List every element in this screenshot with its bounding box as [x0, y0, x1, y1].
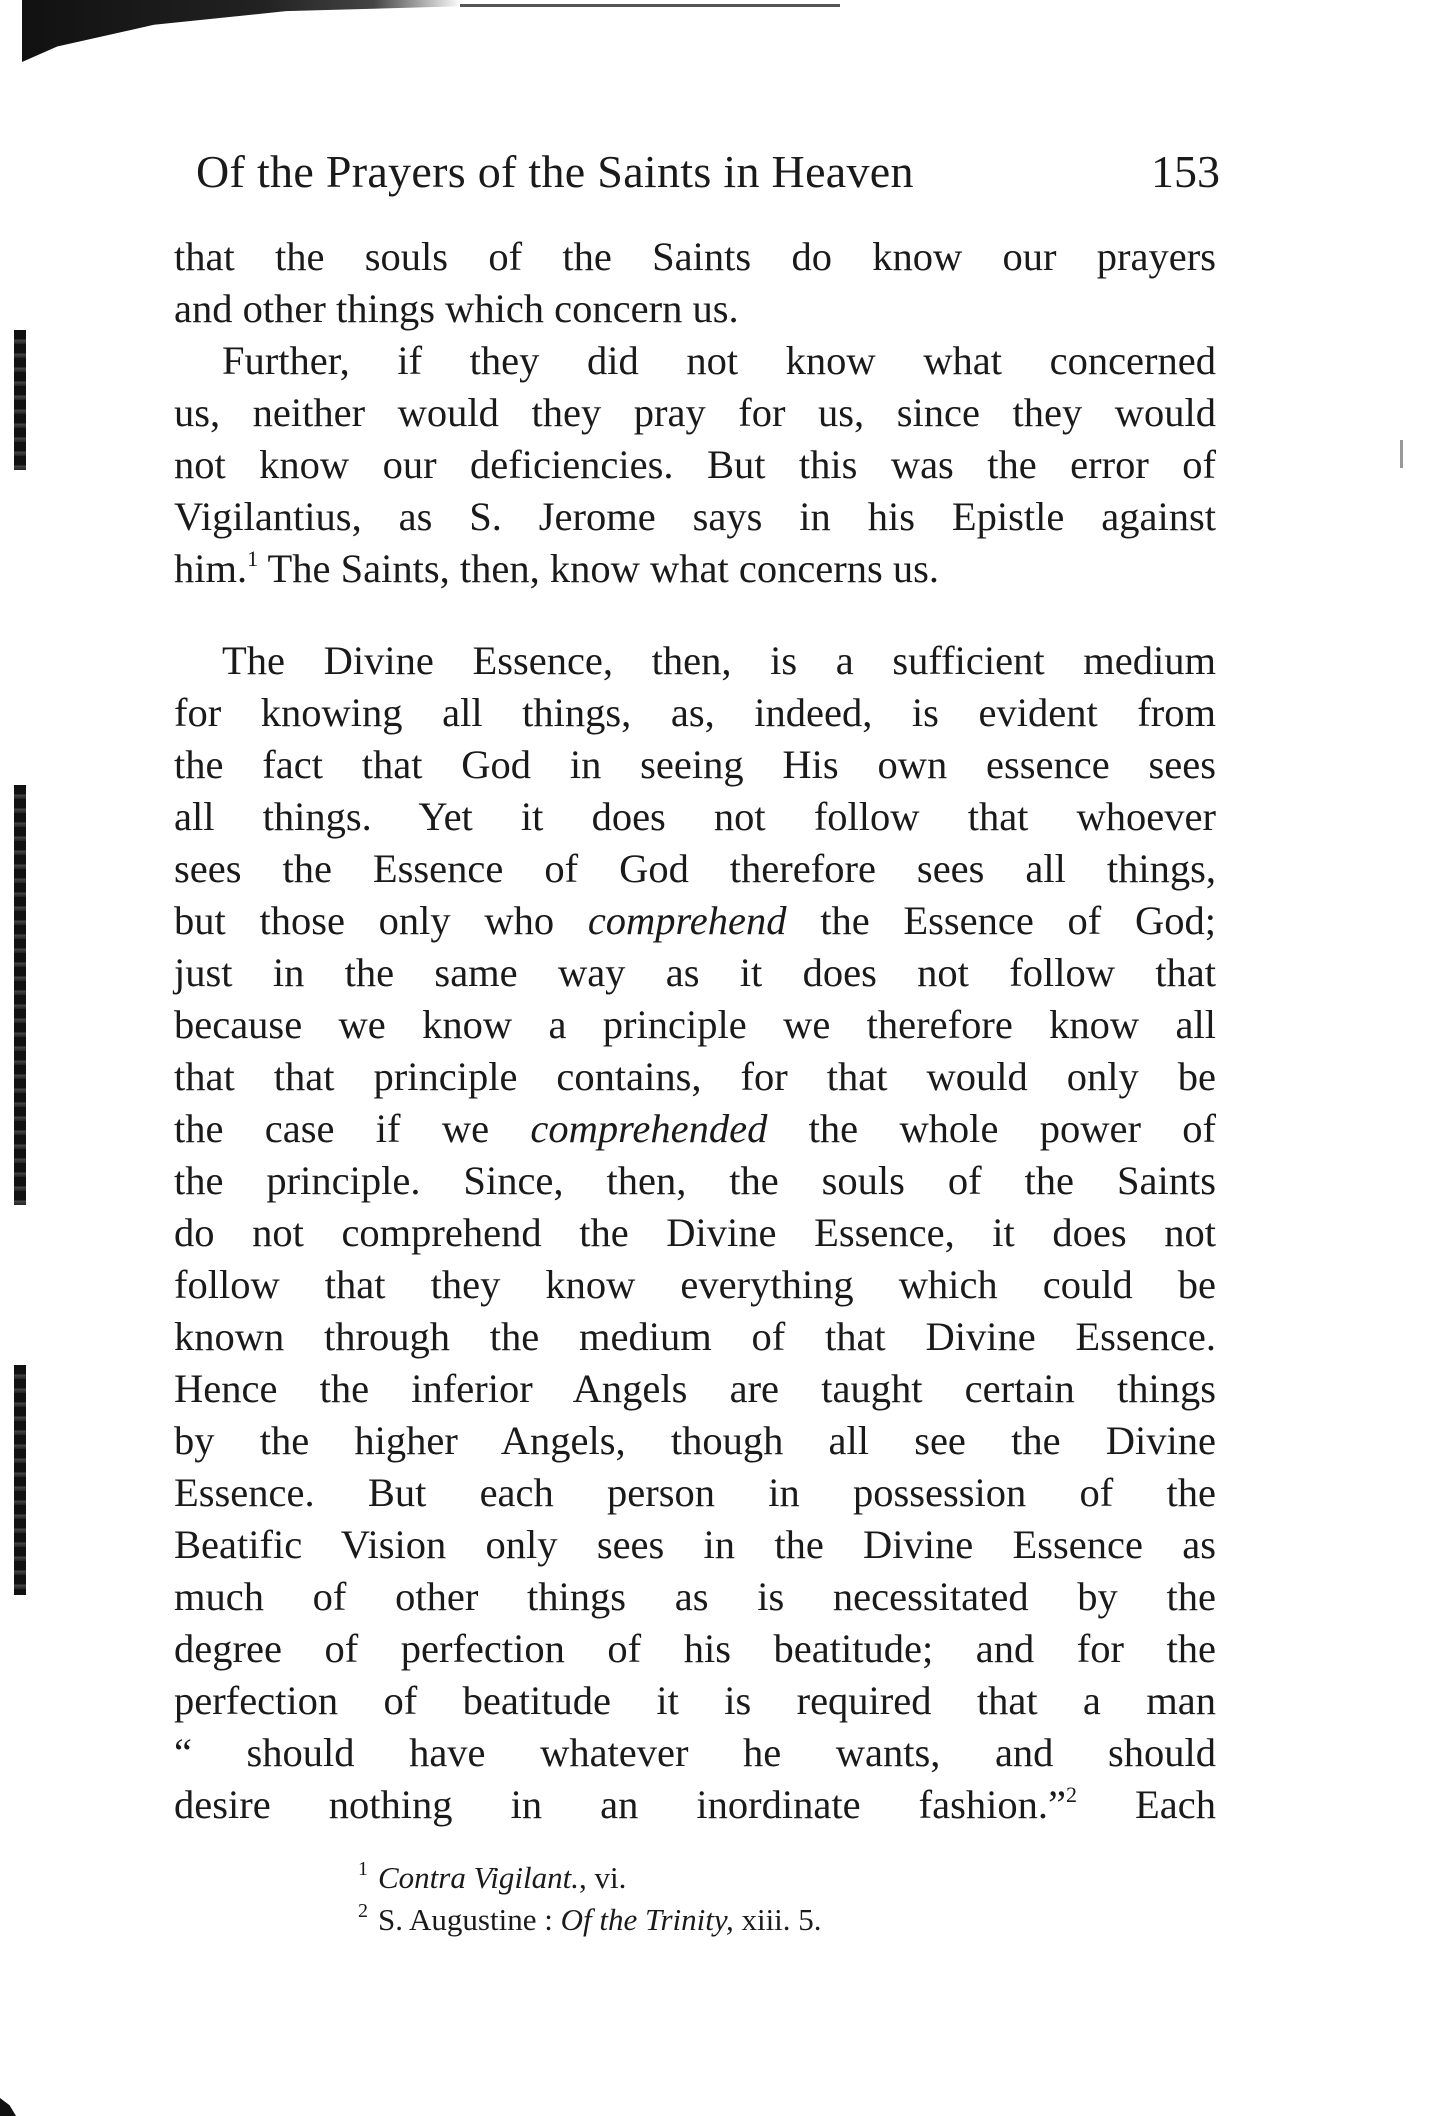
- emphasis-text: comprehended: [530, 1106, 768, 1151]
- text-line: that that principle contains, for that would only be: [174, 1054, 1216, 1099]
- emphasis-text: comprehend: [587, 898, 787, 943]
- text-line: that the souls of the Saints do know our prayers: [174, 234, 1216, 279]
- line-text: the Essence of God;: [786, 898, 1216, 943]
- running-head: [196, 145, 1220, 207]
- text-line: Beatific Vision only sees in the Divine Essence as: [174, 1522, 1216, 1567]
- text-line: do not comprehend the Divine Essence, it does not: [174, 1210, 1216, 1255]
- text-line: just in the same way as it does not follow that: [174, 950, 1216, 995]
- footnote: [358, 1900, 822, 1940]
- text-line: known through the medium of that Divine Essence.: [174, 1314, 1216, 1359]
- text-line: Hence the inferior Angels are taught certain things: [174, 1366, 1216, 1411]
- footnote-text: xiii. 5.: [733, 1902, 822, 1937]
- line-text: Each: [1076, 1782, 1216, 1827]
- text-line: degree of perfection of his beatitude; and for the: [174, 1626, 1216, 1671]
- text-line: perfection of beatitude it is required that a man: [174, 1678, 1216, 1723]
- text-line: Further, if they did not know what concerned: [222, 338, 1216, 383]
- text-line: because we know a principle we therefore know all: [174, 1002, 1216, 1047]
- text-line: the fact that God in seeing His own essence sees: [174, 742, 1216, 787]
- text-line: Vigilantius, as S. Jerome says in his Epistle against: [174, 494, 1216, 539]
- text-line: “ should have whatever he wants, and should: [174, 1730, 1216, 1775]
- footnote-ref: 2: [1065, 1782, 1077, 1807]
- text-line: [174, 1780, 1216, 1830]
- footnote-title: Contra Vigilant.: [378, 1860, 579, 1895]
- line-text: the whole power of: [767, 1106, 1216, 1151]
- text-line: The Divine Essence, then, is a sufficient medium: [222, 638, 1216, 683]
- text-line: not know our deficiencies. But this was the error of: [174, 442, 1216, 487]
- line-text: the case if we: [174, 1106, 531, 1151]
- line-text: him.: [174, 546, 248, 591]
- footnote-text: S. Augustine :: [378, 1902, 561, 1937]
- text-line: for knowing all things, as, indeed, is evident from: [174, 690, 1216, 735]
- footnote-title: Of the Trinity,: [560, 1902, 734, 1937]
- text-line: much of other things as is necessitated by the: [174, 1574, 1216, 1619]
- text-line: [174, 896, 1216, 946]
- text-line: sees the Essence of God therefore sees all things,: [174, 846, 1216, 891]
- text-line: [174, 1104, 1216, 1154]
- footnote-mark: 2: [358, 1900, 368, 1922]
- text-line: follow that they know everything which could be: [174, 1262, 1216, 1307]
- text-line: us, neither would they pray for us, since they would: [174, 390, 1216, 435]
- line-text: desire nothing in an inordinate fashion.”: [174, 1782, 1066, 1827]
- text-line: [174, 544, 1216, 594]
- footnote-text: , vi.: [578, 1860, 627, 1895]
- text-line: all things. Yet it does not follow that whoever: [174, 794, 1216, 839]
- footnote-mark: 1: [358, 1858, 368, 1880]
- text-line: the principle. Since, then, the souls of the Saints: [174, 1158, 1216, 1203]
- line-text: but those only who: [174, 898, 588, 943]
- page-number: 153: [1151, 146, 1220, 197]
- footnote: [358, 1858, 626, 1898]
- text-line: by the higher Angels, though all see the Divine: [174, 1418, 1216, 1463]
- text-line: and other things which concern us.: [174, 286, 739, 331]
- text-line: Essence. But each person in possession of the: [174, 1470, 1216, 1515]
- running-title: Of the Prayers of the Saints in Heaven: [196, 146, 914, 197]
- line-text: The Saints, then, know what concerns us.: [258, 546, 940, 591]
- footnote-ref: 1: [247, 546, 259, 571]
